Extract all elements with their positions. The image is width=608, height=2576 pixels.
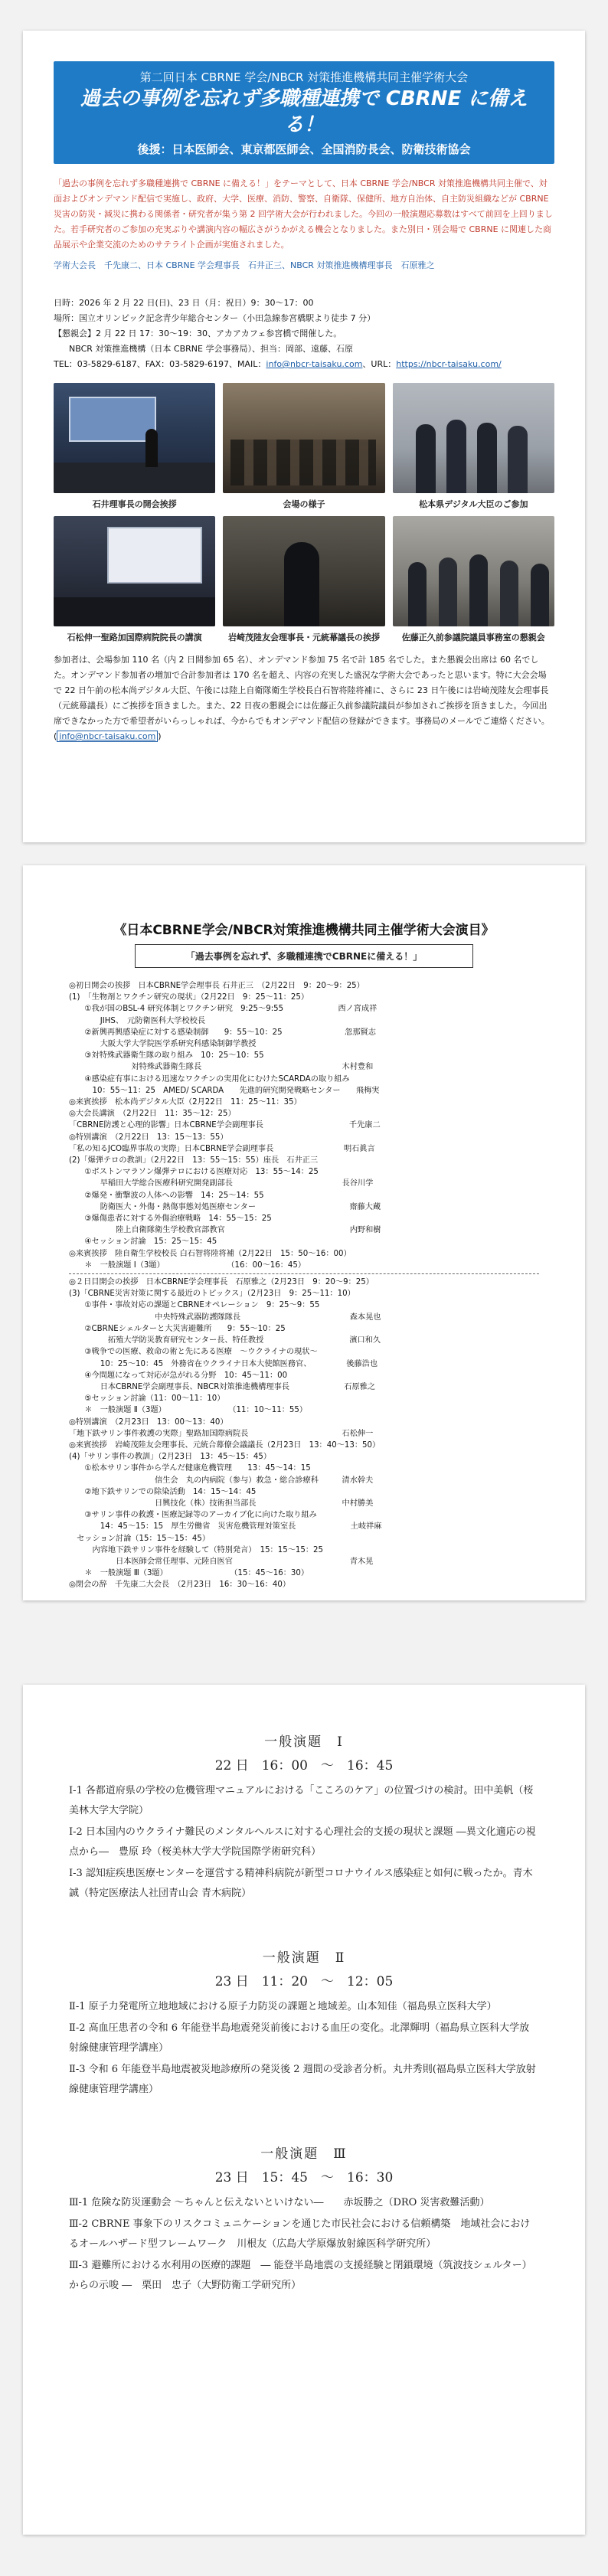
title-banner	[54, 61, 554, 164]
program-line: ①事件・事故対応の課題とCBRNEオペレーション 9：25～9：55	[69, 1301, 320, 1310]
program-line: 防衛医大・外傷・熱傷事態対処医療センター 齋藤大蔵	[69, 1202, 381, 1211]
photo-caption: 石井理事長の開会挨拶	[92, 499, 177, 509]
photo-caption: 佐藤正久前参議院議員事務室の懇親会	[401, 633, 545, 642]
program-line: ②新興再興感染症に対する感染制御 9：55～10：25 忽那賢志	[69, 1028, 376, 1037]
session-time: 23 日 15：45 ～ 16：30	[214, 2170, 394, 2185]
program-day1	[69, 980, 539, 1271]
audience-photo-icon	[223, 383, 384, 493]
report-mail-link[interactable]: info@nbcr-taisaku.com	[57, 731, 158, 742]
session-heading: 一般演題 Ⅰ	[264, 1734, 344, 1750]
program-line: 信生会 丸の内病院（参与）救急・総合診療科 清水幹夫	[69, 1476, 374, 1485]
photo-caption: 石松伸一聖路加国際病院院長の講演	[67, 633, 202, 642]
session-heading: 一般演題 Ⅱ	[262, 1950, 346, 1966]
banner-title: 第二回日本 CBRNE 学会/NBCR 対策推進機構共同主催学術大会	[139, 70, 469, 84]
event-office: NBCR 対策推進機構（日本 CBRNE 学会事務局）、担当：岡部、遠藤、石原	[69, 344, 353, 354]
program-line: ③爆傷患者に対する外傷治療戦略 14：55～15：25	[69, 1214, 272, 1224]
photo-venue	[223, 383, 384, 510]
program-day2	[69, 1277, 539, 1590]
program-line: ③サリン事件の救護・医療記録等のアーカイブ化に向けた取り組み	[69, 1511, 317, 1520]
url-label: 、URL：	[362, 359, 397, 369]
program-list	[69, 980, 539, 1591]
abstracts-page-3	[23, 1685, 585, 2535]
program-line: 日興技化（株）技術担当部長 中村勝美	[69, 1499, 374, 1508]
program-line: 早稲田大学総合医療科研究開発副部長 長谷川学	[69, 1179, 374, 1188]
program-line: 日本医師会常任理事、元陸自医官 青木晃	[69, 1557, 374, 1566]
program-line: ◎来賓挨拶 松本尚デジタル大臣（2月22日 11：25～11：35）	[69, 1098, 302, 1107]
program-line: ◎特別講演 （2月23日 13：00～13：40）	[69, 1417, 228, 1427]
session-block	[69, 1731, 543, 1904]
photo-caption: 松本県デジタル大臣のご参加	[419, 499, 528, 509]
program-line: 拓殖大学防災教育研究センター長、特任教授 濱口和久	[69, 1336, 381, 1345]
report-paragraph	[54, 652, 554, 744]
program-line: (2)「爆弾テロの教訓」（2月22日 13：55～15：55）座長 石井正三	[69, 1156, 319, 1165]
program-page-2	[23, 865, 585, 1600]
program-line: (3)「CBRNE災害対策に関する最近のトピックス」（2月23日 9：25～11：10）	[69, 1290, 355, 1299]
program-line: ②地下鉄サリンでの除染活動 14：15～14：45	[69, 1487, 257, 1496]
program-line: 「CBRNE防護と心理的影響」日本CBRNE学会副理事長 千先康二	[69, 1121, 381, 1130]
program-line: 「地下鉄サリン事件救護の実際」聖路加国際病院長 石松伸一	[69, 1429, 374, 1438]
abstract-item: Ⅱ-1 原子力発電所立地地域における原子力防災の課題と地域差。山本知佳（福島県立医科大学）	[69, 2001, 497, 2012]
program-line: 陸上自衛隊衛生学校教官部教官 内野和樹	[69, 1226, 381, 1235]
program-subtitle: 「過去事例を忘れず、多職種連携でCBRNEに備える！」	[135, 944, 473, 968]
program-title: 《日本CBRNE学会/NBCR対策推進機構共同主催学術大会演目》	[113, 923, 495, 938]
program-line: ④セッション討論 15：25～15：45	[69, 1237, 217, 1247]
program-line: セッション討論（15：15～15：45）	[69, 1534, 211, 1543]
abstract-item: Ⅰ-3 認知症疾患医療センターを運営する精神科病院が新型コロナウイルス感染症と如何に戦ったか。青木 誠（特定医療法人社団青山会 青木病院）	[69, 1868, 543, 1899]
program-line: ◎大会長講演 （2月22日 11：35～12：25）	[69, 1110, 236, 1119]
program-line: 10：55～11：25 AMED/ SCARDA 先進的研究開発戦略センター 飛梅実	[69, 1086, 380, 1095]
presentation-photo-icon	[54, 516, 215, 626]
website-link[interactable]: https://nbcr-taisaku.com/	[396, 359, 502, 369]
photo-guest-speech	[223, 516, 384, 643]
program-line: ＊ 一般演題 Ⅱ（3題） （11：10～11：55）	[69, 1406, 308, 1415]
program-line: ③戦争での医療、救命の術と先にある医療 ～ウクライナの現状～	[69, 1348, 318, 1357]
abstract-item: Ⅲ-3 避難所における水利用の医療的課題 ― 能登半島地震の支援経験と閉鎖環境（筑波技シェルター）からの示唆 ― 栗田 忠子（大野防衛工学研究所）	[69, 2260, 532, 2291]
report-end: )	[158, 731, 162, 741]
general-sessions	[69, 1731, 543, 2296]
program-line: 内容地下鉄サリン事件を経験して（特別発言） 15：15～15：25	[69, 1545, 323, 1554]
program-line: 日本CBRNE学会副理事長、NBCR対策推進機構理事長 石原雅之	[69, 1382, 376, 1391]
program-line: ④今問題になって対応が急がれる分野 10：45～11：00	[69, 1371, 288, 1380]
report-text: 参加者は、会場参加 110 名（内 2 日間参加 65 名）、オンデマンド参加 75 名で計 185 名でした。また懇親会出席は 60 名でした。オンデマンド参加者の増加で合計参加者は 170 名を超え、内容の充実した盛況な学術大会であったと思います。特に大会会場で 22 日午前の松本尚デジタル大臣、午後には陸上自衛隊衛生学校長白石智将陸将補に、さらに 23 日午後には岩崎茂陸友会理事長（元統幕議長）にご挨拶を頂きました。また、22 日夜の懇親会には佐藤正久前参議院議員が参加されご挨拶を頂きました。今回出席できなかった方で希望者がいらっしゃれば、今からでもオンデマンド配信の登録ができます。事務局のメールでご連絡ください。(	[54, 655, 550, 741]
speaker-photo-icon	[223, 516, 384, 626]
program-line: ①松本サリン事件から学んだ健康危機管理 13：45～14：15	[69, 1464, 311, 1473]
abstract-item: Ⅲ-1 危険な防災運動会 ～ちゃんと伝えないといけない― 赤坂勝之（DRO 災害救難活動）	[69, 2197, 490, 2208]
session-block	[69, 2143, 539, 2296]
program-line: 10：25～10：45 外務省在ウクライナ日本大使館医務官、 後藤浩也	[69, 1359, 378, 1368]
event-contact-line	[54, 357, 554, 372]
program-line: JIHS、 元防衛医科大学校校長	[69, 1016, 206, 1025]
session-heading: 一般演題 Ⅲ	[260, 2146, 348, 2162]
program-line: 大阪大学大学院医学系研究科感染制御学教授	[69, 1040, 257, 1049]
banner-sponsors: 後援：日本医師会、東京都医師会、全国消防長会、防衛技術協会	[137, 142, 471, 156]
party-photo-icon	[393, 516, 554, 626]
program-line: ◎２日目開会の挨拶 日本CBRNE学会理事長 石原雅之（2月23日 9：20～9：25）	[69, 1278, 374, 1287]
program-line: (1) 「生物剤とワクチン研究の現状」（2月22日 9：25～11：25）	[69, 993, 309, 1002]
photo-caption: 会場の様子	[283, 499, 325, 509]
photo-lecture	[54, 516, 215, 643]
program-line: ②爆発・衝撃波の人体への影響 14：25～14：55	[69, 1191, 264, 1200]
group-photo-icon	[393, 383, 554, 493]
day-divider	[69, 1273, 539, 1274]
session-time: 22 日 16：00 ～ 16：45	[214, 1758, 394, 1773]
program-line: (4)「サリン事件の教訓」（2月23日 13：45～15：45）	[69, 1453, 272, 1462]
session-block	[69, 1947, 539, 2100]
event-venue: 場所：国立オリンピック記念青少年総合センター（小田急線参宮橋駅より徒歩 7 分）	[54, 313, 376, 323]
photo-caption: 岩崎茂陸友会理事長・元統幕議長の挨拶	[227, 633, 380, 642]
program-line: ＊ 一般演題 Ⅲ（3題） （15：45～16：30）	[69, 1569, 309, 1578]
contact-mail-link[interactable]: info@nbcr-taisaku.com	[266, 359, 363, 369]
program-line: ◎閉会の辞 千先康二大会長 （2月23日 16：30～16：40）	[69, 1581, 291, 1590]
photo-opening-address	[54, 383, 215, 510]
abstract-item: Ⅱ-3 令和 6 年能登半島地震被災地診療所の発災後 2 週間の受診者分析。丸井秀則(福島県立医科大学放射線健康管理学講座）	[69, 2064, 536, 2095]
event-party: 【懇親会】2 月 22 日 17：30～19：30、アカアカフェ参宮橋で開催した。	[54, 329, 342, 338]
program-line: ◎来賓挨拶 岩崎茂陸友会理事長、元統合幕僚会議議長（2月23日 13：40～13：50）	[69, 1440, 381, 1450]
program-line: 14：45～15：15 厚生労働省 災害危機管理対策室長 土岐祥麻	[69, 1522, 382, 1532]
intro-paragraph: 「過去の事例を忘れず多職種連携で CBRNE に備える！」をテーマとして、日本 CBRNE 学会/NBCR 対策推進機構共同主催で、対面およびオンデマンド配信で実施し、政府、大学、医療、消防、警察、自衛隊、保健所、地方自治体、自主防災組織などが CBRNE 災害の防災・減災に携わる関係者・研究者が集う第 2 回学術大会が行われました。今回の一般演題応募数はすべて前回を上回りました。若手研究者のご参加の充実ぶりや講演内容の幅広さがうかがえる機会となりました。また別日・別会場で CBRNE に関連した商品展示や企業交流のためのサテライト企画が実施されました。	[54, 178, 553, 250]
session-time: 23 日 11：20 ～ 12：05	[214, 1974, 394, 1989]
flyer-page-1	[23, 31, 585, 842]
event-info	[54, 296, 554, 372]
program-line: ⑤セッション討論（11：00～11：10）	[69, 1394, 225, 1404]
program-line: 中央特殊武器防護隊隊長 森本晃也	[69, 1313, 381, 1322]
abstract-item: Ⅲ-2 CBRNE 事象下のリスクコミュニケーションを通じた市民社会における信頼構築 地域社会におけるオールハザード型フレームワーク 川根友（広島大学原爆放射線医科学研究所）	[69, 2218, 531, 2250]
photo-minister	[393, 383, 554, 510]
event-date: 日時：2026 年 2 月 22 日(日)、23 日（月：祝日）9：30～17：00	[54, 298, 314, 308]
program-line: 「私の知るJCO臨界事故の実際」日本CBRNE学会副理事長 明石眞言	[69, 1144, 375, 1153]
program-line: ①我が国のBSL-4 研究体制とワクチン研究 9:25～9:55 西ノ宮成祥	[69, 1005, 378, 1014]
program-line: ④感染症有事における迅速なワクチンの実用化にむけたSCARDAの取り組み	[69, 1074, 350, 1084]
program-line: ③対特殊武器衛生隊の取り組み 10：25～10：55	[69, 1051, 264, 1061]
program-line: ◎特別講演 （2月22日 13：15～13：55）	[69, 1133, 228, 1142]
photo-reception	[393, 516, 554, 643]
program-line: ◎初日開会の挨拶 日本CBRNE学会理事長 石井正三 （2月22日 9：20～9：25）	[69, 982, 364, 990]
photo-grid	[54, 383, 554, 643]
abstract-item: Ⅰ-1 各都道府県の学校の危機管理マニュアルにおける「こころのケア」の位置づけの検討。田中美帆（桜美林大学大学院）	[69, 1785, 534, 1816]
banner-main-theme: 過去の事例を忘れず多職種連携で CBRNE に備える！	[80, 87, 528, 136]
abstract-item: Ⅱ-2 高血圧患者の令和 6 年能登半島地震発災前後における血圧の変化。北澤輝明（福島県立医科大学放射線健康管理学講座）	[69, 2022, 530, 2054]
program-line: ②CBRNEシェルターと大災害避難所 9：55～10：25	[69, 1324, 286, 1333]
program-line: ◎来賓挨拶 陸自衛生学校校長 白石智将陸将補（2月22日 15：50～16：00）	[69, 1249, 351, 1258]
program-line: 対特殊武器衛生隊長 木村豊和	[69, 1063, 374, 1072]
lecture-photo-icon	[54, 383, 215, 493]
program-line: ＊ 一般演題 Ⅰ（3題） （16：00～16：45）	[69, 1260, 306, 1270]
contact-phone: TEL：03-5829-6187、FAX：03-5829-6197、MAIL：	[54, 359, 266, 369]
program-line: ①ボストンマラソン爆弾テロにおける医療対応 13：55～14：25	[69, 1168, 319, 1177]
organizers-line: 学術大会長 千先康二、日本 CBRNE 学会理事長 石井正三、NBCR 対策推進機構理事長 石原雅之	[54, 260, 435, 270]
abstract-item: Ⅰ-2 日本国内のウクライナ難民のメンタルヘルスに対する心理社会的支援の現状と課題 ―異文化適応の視点から― 豊原 玲（桜美林大学大学院国際学術研究科）	[69, 1826, 536, 1858]
